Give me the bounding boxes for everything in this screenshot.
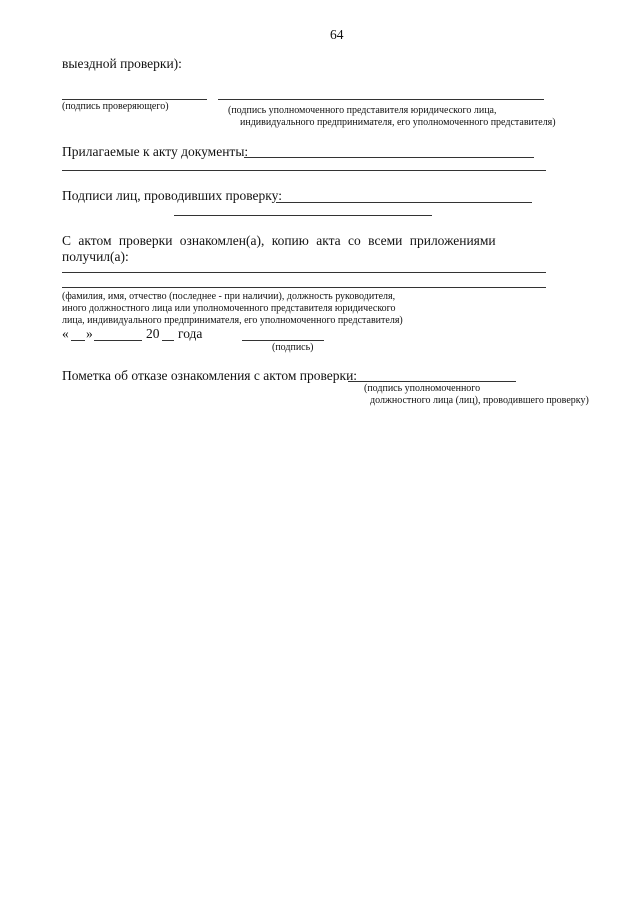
refusal-caption-2: должностного лица (лиц), проводившего проверку) — [370, 395, 589, 406]
acknowledgement-line-2[interactable] — [62, 287, 546, 288]
date-year-suffix: года — [178, 326, 203, 341]
acknowledgement-line-1[interactable] — [62, 272, 546, 273]
inspector-signature-line[interactable] — [62, 99, 207, 100]
date-month-field[interactable] — [94, 340, 142, 341]
acknowledgement-signature-caption: (подпись) — [272, 342, 314, 353]
date-close-quote: » — [86, 326, 93, 341]
acknowledgement-text-1: С актом проверки ознакомлен(а), копию акта со всеми приложениями — [62, 233, 496, 248]
attachments-line-1[interactable] — [244, 157, 534, 158]
date-year-field[interactable] — [162, 340, 174, 341]
acknowledgement-text-2: получил(а): — [62, 249, 129, 264]
attachments-line-2[interactable] — [62, 170, 546, 171]
inspector-signature-caption: (подпись проверяющего) — [62, 101, 169, 112]
refusal-caption-1: (подпись уполномоченного — [364, 383, 481, 394]
inspectors-signature-line-1[interactable] — [276, 202, 532, 203]
representative-signature-caption-2: индивидуального предпринимателя, его уполномоченного представителя) — [240, 117, 556, 128]
refusal-label: Пометка об отказе ознакомления с актом проверки: — [62, 368, 358, 383]
representative-signature-line[interactable] — [218, 99, 544, 100]
continuation-text: выездной проверки): — [62, 56, 182, 71]
inspectors-signature-line-2[interactable] — [174, 215, 432, 216]
page-number: 64 — [330, 27, 344, 42]
date-century: 20 — [146, 326, 160, 341]
refusal-signature-line[interactable] — [348, 381, 516, 382]
representative-signature-caption-1: (подпись уполномоченного представителя юридического лица, — [228, 105, 497, 116]
attachments-label: Прилагаемые к акту документы: — [62, 144, 249, 159]
inspectors-signatures-label: Подписи лиц, проводивших проверку: — [62, 188, 282, 203]
acknowledgement-caption-1: (фамилия, имя, отчество (последнее - при наличии), должность руководителя, — [62, 291, 396, 302]
date-day-field[interactable] — [71, 340, 85, 341]
acknowledgement-caption-3: лица, индивидуального предпринимателя, его уполномоченного представителя) — [62, 315, 403, 326]
acknowledgement-signature-line[interactable] — [242, 340, 324, 341]
date-open-quote: « — [62, 326, 69, 341]
acknowledgement-caption-2: иного должностного лица или уполномоченного представителя юридического — [62, 303, 396, 314]
